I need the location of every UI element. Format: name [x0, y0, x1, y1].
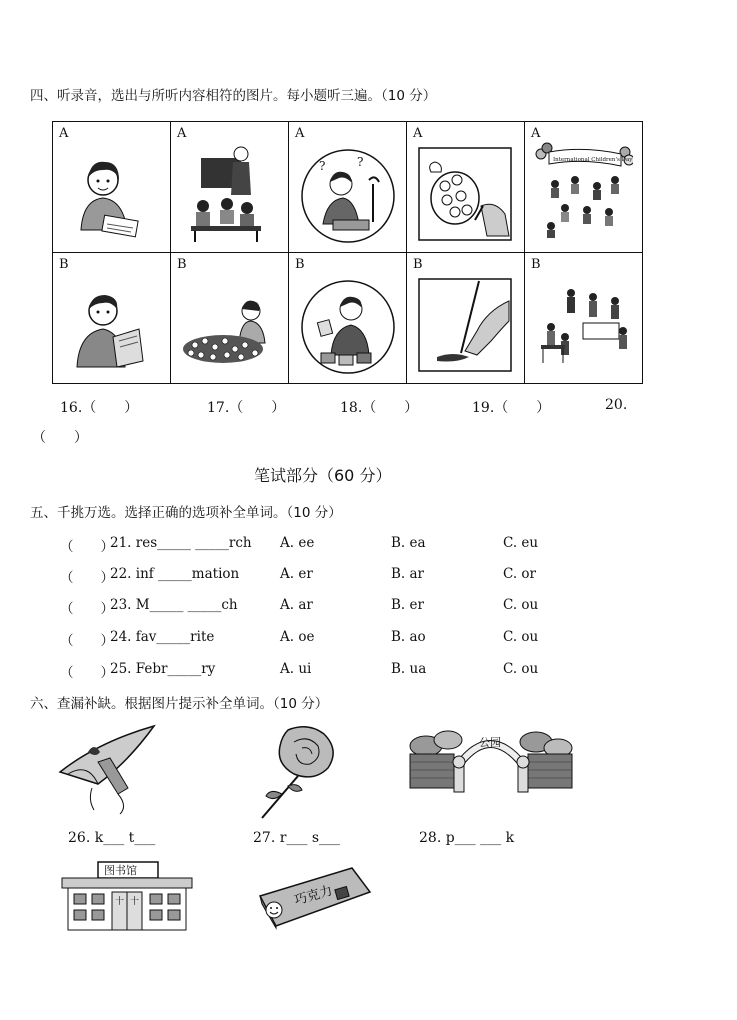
option-b[interactable]: B. ao [391, 629, 426, 645]
option-label: B [531, 257, 541, 272]
boy-reading-picture [63, 271, 161, 375]
chocolate-text: 巧克力 [292, 883, 335, 909]
option-c[interactable]: C. ou [503, 597, 539, 613]
section-4-title: 四、听录音，选出与所听内容相符的图片。每小题听三遍。（10 分） [30, 88, 437, 104]
question-text: 24. fav_____rite [110, 629, 215, 645]
option-label: B [59, 257, 69, 272]
row-b [53, 253, 643, 384]
people-gathering-picture [535, 271, 633, 375]
answer-blank[interactable]: （ ） [60, 665, 114, 681]
cell-20-a[interactable] [525, 122, 643, 253]
option-b[interactable]: B. ar [391, 566, 425, 582]
section-6-title: 六、查漏补缺。根据图片提示补全单词。（10 分） [30, 696, 329, 712]
option-c[interactable]: C. or [503, 566, 537, 582]
cell-18-a[interactable] [289, 122, 407, 253]
picture-grid [52, 121, 643, 384]
option-c[interactable]: C. ou [503, 661, 539, 677]
word-28[interactable]: 28. p___ ___ k [419, 830, 515, 846]
cell-19-a[interactable] [407, 122, 525, 253]
word-27[interactable]: 27. r___ s___ [253, 830, 341, 846]
rose-picture [258, 722, 348, 822]
banner-text: International Children's Day [553, 157, 633, 163]
question-text: 25. Febr_____ry [110, 661, 216, 677]
boy-cards-picture [299, 271, 397, 375]
cell-19-b[interactable] [407, 253, 525, 384]
answer-16[interactable]: 16.（ ） [60, 400, 139, 416]
answer-blank[interactable]: （ ） [60, 633, 114, 649]
option-label: B [413, 257, 423, 272]
cell-17-a[interactable] [171, 122, 289, 253]
option-label: A [295, 126, 305, 141]
cell-18-b[interactable] [289, 253, 407, 384]
chocolate-bar-picture [252, 866, 374, 930]
svg-text:?: ? [357, 155, 364, 169]
library-sign: 图书馆 [104, 864, 137, 877]
section-5-title: 五、千挑万选。选择正确的选项补全单词。（10 分） [30, 505, 342, 521]
option-b[interactable]: B. ea [391, 535, 426, 551]
answer-blank[interactable]: （ ） [60, 601, 114, 617]
option-label: A [413, 126, 423, 141]
library-building-picture [60, 860, 194, 932]
cell-16-b[interactable] [53, 253, 171, 384]
svg-text:?: ? [319, 159, 326, 173]
svg-text:十: 十 [115, 897, 125, 907]
answer-20-blank[interactable]: （ ） [32, 430, 88, 446]
option-c[interactable]: C. ou [503, 629, 539, 645]
cell-20-b[interactable] [525, 253, 643, 384]
answer-blank[interactable]: （ ） [60, 570, 114, 586]
cell-16-a[interactable] [53, 122, 171, 253]
option-label: A [531, 126, 541, 141]
answer-20: 20. [605, 397, 628, 413]
park-sign: 公园 [479, 736, 501, 749]
option-a[interactable]: A. oe [280, 629, 315, 645]
option-a[interactable]: A. ar [280, 597, 313, 613]
option-label: B [177, 257, 187, 272]
cell-17-b[interactable] [171, 253, 289, 384]
option-label: A [59, 126, 69, 141]
turtle-drawing-picture [417, 140, 515, 244]
option-label: B [295, 257, 305, 272]
option-a[interactable]: A. ui [280, 661, 312, 677]
option-c[interactable]: C. eu [503, 535, 539, 551]
row-a [53, 122, 643, 253]
written-part-title: 笔试部分（60 分） [254, 466, 392, 485]
option-a[interactable]: A. ee [280, 535, 315, 551]
boy-thinking-picture [299, 140, 397, 244]
option-b[interactable]: B. ua [391, 661, 427, 677]
girl-writing-picture [63, 140, 161, 244]
brush-painting-picture [417, 271, 515, 375]
option-label: A [177, 126, 187, 141]
answer-17[interactable]: 17.（ ） [207, 400, 286, 416]
park-gate-picture [408, 726, 574, 816]
question-text: 23. M_____ _____ch [110, 597, 238, 613]
word-26[interactable]: 26. k___ t___ [68, 830, 156, 846]
svg-text:十: 十 [130, 897, 140, 907]
kite-picture [58, 722, 158, 817]
answer-blank[interactable]: （ ） [60, 539, 114, 555]
answer-19[interactable]: 19.（ ） [472, 400, 551, 416]
option-b[interactable]: B. er [391, 597, 424, 613]
classroom-teacher-picture [181, 140, 279, 244]
childrens-day-picture [535, 140, 633, 244]
question-text: 22. inf _____mation [110, 566, 240, 582]
question-text: 21. res_____ _____rch [110, 535, 252, 551]
answer-18[interactable]: 18.（ ） [340, 400, 419, 416]
girl-watering-flowers-picture [181, 271, 279, 375]
option-a[interactable]: A. er [280, 566, 313, 582]
